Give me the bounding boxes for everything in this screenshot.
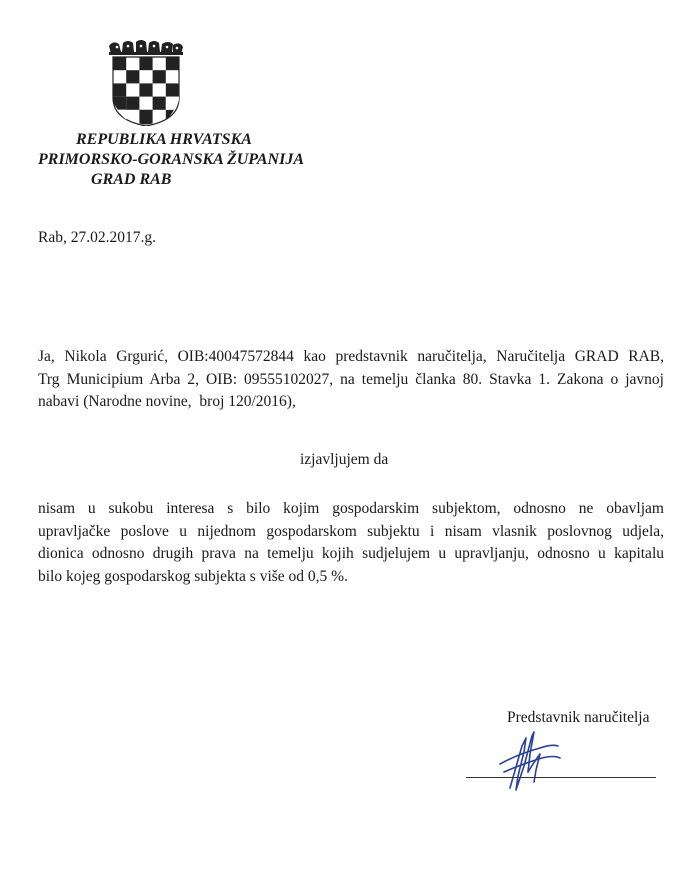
header-city: GRAD RAB [91,171,172,188]
paragraph-line: nisam u sukobu interesa s bilo kojim gospodarskim subjektom, odnosno ne obavljam [38,500,664,517]
header-republic: REPUBLIKA HRVATSKA [76,131,252,148]
statement-intro-paragraph [38,346,664,414]
coat-of-arms-icon [107,40,185,126]
paragraph-line: dionica odnosno drugih prava na temelju kojih sudjelujem u upravljanju, odnosno u kapitalu [38,545,664,562]
signature-label: Predstavnik naručitelja [507,709,650,726]
declaration-phrase: izjavljujem da [300,451,389,468]
paragraph-line: upravljačke poslove u nijednom gospodarskom subjektu i nisam vlasnik poslovnog udjela, [38,522,664,540]
paragraph-line: Ja, Nikola Grgurić, OIB:40047572844 kao predstavnik naručitelja, Naručitelja GRAD RAB, [38,348,664,365]
header-county: PRIMORSKO-GORANSKA ŽUPANIJA [38,151,304,168]
paragraph-line: bilo kojeg gospodarskog subjekta s više od 0,5 %. [38,567,348,585]
handwritten-signature-icon [488,728,568,796]
paragraph-line: Trg Municipium Arba 2, OIB: 09555102027, na temelju članka 80. Stavka 1. Zakona o javnoj [38,370,664,388]
statement-body-paragraph [38,498,664,588]
document-date: Rab, 27.02.2017.g. [38,229,156,246]
paragraph-line: nabavi (Narodne novine, broj 120/2016), [38,393,296,410]
signature-line [466,777,656,778]
